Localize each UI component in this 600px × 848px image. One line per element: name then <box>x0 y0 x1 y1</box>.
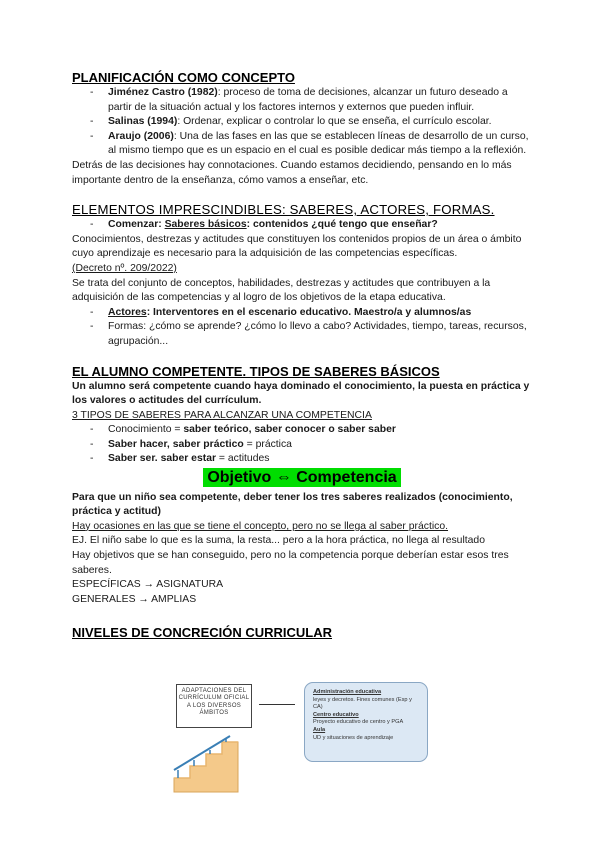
definition-text: : Una de las fases en las que se establecen líneas de desarrollo de un curso, al mismo tiempo que es un espacio en el cual es posible dedicar más tiempo a la reflexión. <box>108 130 529 157</box>
bold-paragraph: Para que un niño sea competente, deber tener los tres saberes realizados (conocimiento, práctica y actitud) <box>72 491 513 518</box>
section-title-niveles: NIVELES DE CONCRECIÓN CURRICULAR <box>72 625 333 641</box>
bold-paragraph: Un alumno será competente cuando haya dominado el conocimiento, la puesta en práctica y los valores o actitudes del currículum. <box>72 380 530 407</box>
list-item: - Salinas (1994): Ordenar, explicar o controlar lo que se enseña, el currículo escolar. <box>90 116 492 128</box>
author-name: Salinas (1994) <box>108 116 178 128</box>
paragraph: Se trata del conjunto de conceptos, habilidades, destrezas y actitudes que contribuyen a la adquisición de las competencias y al logro de los objetivos de la etapa educativa. <box>72 277 491 304</box>
connector-line <box>259 704 295 705</box>
item-text: : Interventores en el escenario educativo. Maestro/a y alumnos/as <box>146 306 472 318</box>
definition-text: : proceso de toma de decisiones, alcanzar un futuro deseado a partir de la situación actual y los factores internos y externos que pueden influir. <box>108 87 508 113</box>
list-item: - Formas: ¿cómo se aprende? ¿cómo lo llevo a cabo? Actividades, tiempo, tareas, recursos, agrupación... <box>90 320 532 349</box>
underlined-paragraph: Hay ocasiones en las que se tiene el concepto, pero no se llega al saber práctico. <box>72 520 449 532</box>
mapping-line: GENERALES → AMPLIAS <box>72 593 197 605</box>
paragraph: Detrás de las decisiones hay connotaciones. Cuando estamos decidiendo, pensando en lo más importante dentro de la enseñanza, cómo vamos a enseñar, etc. <box>72 159 512 186</box>
paragraph: Hay objetivos que se han conseguido, pero no la competencia porque deberían estar esos tres saberes. <box>72 550 509 576</box>
list-item: - Conocimiento = saber teórico, saber conocer o saber saber <box>90 424 396 436</box>
level-text: leyes y decretos. Fines comunes (Esp y CA) <box>313 696 412 711</box>
level-title: Centro educativo <box>313 711 359 718</box>
list-item: - Araujo (2006): Una de las fases en las que se establecen líneas de desarrollo de un curso, al mismo tiempo que es un espacio en el cual es posible dedicar más tiempo a la reflexión. <box>90 130 529 157</box>
list-item: - Actores: Interventores en el escenario educativo. Maestro/a y alumnos/as <box>90 306 472 318</box>
level-text: UD y situaciones de aprendizaje <box>313 734 394 741</box>
paragraph: EJ. El niño sabe lo que es la suma, la resta... pero a la hora práctica, no llega al resultado <box>72 535 485 547</box>
paragraph: Conocimientos, destrezas y actitudes que constituyen los contenidos propios de un área o ámbito cuyo aprendizaje es necesario para la adquisición de las competencias específicas. <box>72 233 522 260</box>
mapping-line: ESPECÍFICAS → ASIGNATURA <box>72 579 224 591</box>
subheading: 3 TIPOS DE SABERES PARA ALCANZAR UNA COMPETENCIA <box>72 409 372 421</box>
author-name: Jiménez Castro (1982) <box>108 87 218 98</box>
decree-reference: (Decreto nº. 209/2022) <box>72 262 177 274</box>
item-post: = práctica <box>243 438 292 450</box>
list-item: - Comenzar: Saberes básicos: contenidos ¿qué tengo que enseñar? <box>90 219 438 231</box>
item-bold: Saber ser. saber estar <box>108 453 217 465</box>
level-text: Proyecto educativo de centro y PGA <box>313 719 404 726</box>
section-title-alumno: EL ALUMNO COMPETENTE. TIPOS DE SABERES BÁSICOS <box>72 363 440 379</box>
list-item: - Saber ser. saber estar = actitudes <box>90 453 270 465</box>
item-prefix: Comenzar: <box>108 219 165 231</box>
list-item: - Jiménez Castro (1982): proceso de toma de decisiones, alcanzar un futuro deseado a partir de la situación actual y los factores internos y externos que pueden influir. <box>90 87 508 113</box>
section-title-elementos: ELEMENTOS IMPRESCINDIBLES: SABERES, ACTORES, FORMAS. <box>72 202 495 218</box>
level-title: Administración educativa <box>313 689 382 695</box>
definition-text: : Ordenar, explicar o controlar lo que se enseña, el currículo escolar. <box>177 116 492 128</box>
item-bold: saber teórico, saber conocer o saber saber <box>183 424 396 436</box>
document-page <box>72 70 532 641</box>
list-item: - Saber hacer, saber práctico = práctica <box>90 438 292 450</box>
item-pre: Conocimiento = <box>108 424 184 436</box>
item-text: Formas: ¿cómo se aprende? ¿cómo lo llevo a cabo? Actividades, tiempo, tareas, recursos, agrupación... <box>108 321 527 347</box>
level-title: Aula <box>313 726 326 733</box>
item-bold: Saber hacer, saber práctico <box>108 438 244 450</box>
item-text: : contenidos ¿qué tengo que enseñar? <box>246 219 438 231</box>
section-title-planificacion: PLANIFICACIÓN COMO CONCEPTO <box>72 70 295 85</box>
highlight-wrap <box>72 468 532 488</box>
item-keyword: Actores <box>108 306 147 318</box>
concretion-diagram <box>168 672 528 822</box>
adaptations-box: ADAPTACIONES DEL CURRÍCULUM OFICIAL A LOS DIVERSOS ÁMBITOS <box>176 684 252 728</box>
item-post: = actitudes <box>216 453 270 465</box>
stairs-icon <box>168 732 248 794</box>
highlighted-heading: Objetivo ⇔ Competencia <box>203 468 400 487</box>
item-keyword: Saberes básicos <box>164 219 247 231</box>
author-name: Araujo (2006) <box>108 130 174 142</box>
levels-box <box>304 682 428 762</box>
